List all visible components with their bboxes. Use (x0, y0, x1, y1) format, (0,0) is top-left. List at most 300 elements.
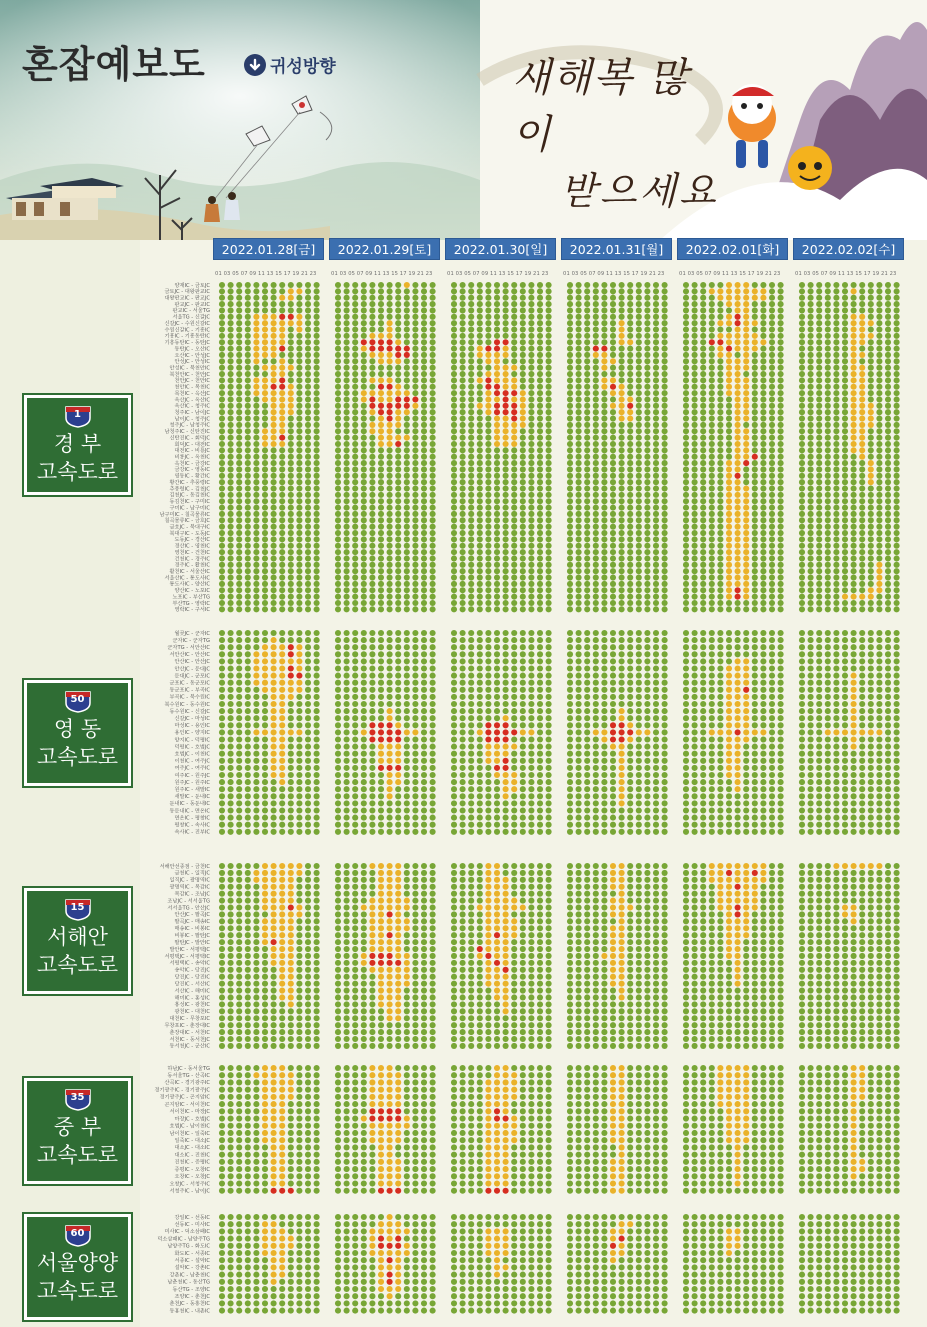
congestion-dot (760, 352, 766, 358)
congestion-dot (601, 581, 607, 587)
congestion-dot (752, 600, 758, 606)
congestion-dot (494, 352, 500, 358)
congestion-dot (387, 288, 393, 294)
congestion-dot (369, 288, 375, 294)
congestion-dot (868, 581, 874, 587)
congestion-dot (653, 447, 659, 453)
hour-tick-label: 19 (640, 271, 648, 277)
congestion-dot (816, 301, 822, 307)
congestion-dot (430, 505, 436, 511)
congestion-dot (262, 630, 268, 636)
congestion-dot (528, 352, 534, 358)
congestion-dot (683, 524, 689, 530)
congestion-dot (460, 562, 466, 568)
congestion-dot (271, 409, 277, 415)
congestion-dot (305, 390, 311, 396)
congestion-dot (653, 485, 659, 491)
congestion-dot (279, 511, 285, 517)
congestion-dot (378, 396, 384, 402)
congestion-dot (503, 562, 509, 568)
congestion-dot (876, 536, 882, 542)
congestion-dot (709, 568, 715, 574)
congestion-dot (253, 282, 259, 288)
congestion-dot (743, 409, 749, 415)
congestion-dot (262, 568, 268, 574)
congestion-dot (778, 422, 784, 428)
congestion-dot (601, 428, 607, 434)
congestion-dot (412, 447, 418, 453)
congestion-dot (778, 606, 784, 612)
congestion-dot (760, 555, 766, 561)
congestion-dot (344, 562, 350, 568)
congestion-dot (576, 485, 582, 491)
congestion-dot (421, 403, 427, 409)
congestion-dot (743, 352, 749, 358)
congestion-dot (404, 543, 410, 549)
congestion-dot (619, 505, 625, 511)
congestion-dot (799, 562, 805, 568)
congestion-dot (752, 606, 758, 612)
congestion-dot (700, 314, 706, 320)
congestion-dot (361, 694, 367, 700)
congestion-dot (662, 352, 668, 358)
congestion-dot (468, 555, 474, 561)
congestion-dot (662, 409, 668, 415)
congestion-dot (601, 307, 607, 313)
congestion-dot (851, 555, 857, 561)
congestion-dot (662, 575, 668, 581)
congestion-dot (288, 606, 294, 612)
congestion-dot (314, 301, 320, 307)
greeting-line-2: 받으세요 (560, 169, 719, 213)
congestion-dot (314, 460, 320, 466)
congestion-dot (816, 454, 822, 460)
congestion-dot (296, 377, 302, 383)
congestion-dot (584, 505, 590, 511)
congestion-dot (601, 715, 607, 721)
segment-label: 남청주IC - 신탄진IC (164, 429, 210, 436)
congestion-dot (528, 673, 534, 679)
congestion-dot (619, 396, 625, 402)
congestion-dot (825, 492, 831, 498)
congestion-dot (894, 320, 900, 326)
congestion-dot (778, 473, 784, 479)
congestion-dot (288, 422, 294, 428)
congestion-dot (344, 352, 350, 358)
congestion-dot (619, 377, 625, 383)
congestion-dot (752, 581, 758, 587)
congestion-dot (825, 658, 831, 664)
congestion-dot (335, 460, 341, 466)
congestion-dot (833, 288, 839, 294)
congestion-dot (395, 301, 401, 307)
congestion-dot (468, 651, 474, 657)
congestion-dot (584, 307, 590, 313)
congestion-dot (683, 352, 689, 358)
congestion-dot (378, 687, 384, 693)
congestion-dot (262, 549, 268, 555)
congestion-dot (885, 473, 891, 479)
congestion-dot (636, 416, 642, 422)
congestion-dot (279, 637, 285, 643)
congestion-dot (876, 422, 882, 428)
congestion-dot (305, 549, 311, 555)
congestion-dot (859, 665, 865, 671)
congestion-dot (520, 396, 526, 402)
congestion-dot (494, 390, 500, 396)
congestion-dot (868, 416, 874, 422)
congestion-dot (528, 530, 534, 536)
congestion-dot (619, 651, 625, 657)
congestion-dot (769, 517, 775, 523)
congestion-dot (778, 587, 784, 593)
congestion-dot (717, 543, 723, 549)
segment-label: 금호JC - 북대구IC (169, 524, 210, 531)
congestion-dot (743, 447, 749, 453)
congestion-dot (576, 403, 582, 409)
congestion-dot (876, 416, 882, 422)
congestion-dot (752, 307, 758, 313)
congestion-dot (305, 333, 311, 339)
congestion-dot (709, 594, 715, 600)
congestion-dot (451, 428, 457, 434)
congestion-dot (610, 301, 616, 307)
congestion-dot (662, 295, 668, 301)
congestion-dot (430, 543, 436, 549)
congestion-dot (868, 530, 874, 536)
congestion-dot (601, 673, 607, 679)
congestion-dot (894, 517, 900, 523)
congestion-dot (352, 454, 358, 460)
congestion-dot (344, 498, 350, 504)
congestion-dot (726, 606, 732, 612)
congestion-dot (816, 371, 822, 377)
congestion-dot (894, 581, 900, 587)
congestion-dot (219, 403, 225, 409)
congestion-dot (511, 555, 517, 561)
congestion-dot (593, 562, 599, 568)
congestion-dot (528, 339, 534, 345)
congestion-dot (627, 390, 633, 396)
congestion-dot (236, 658, 242, 664)
congestion-dot (778, 447, 784, 453)
congestion-dot (361, 473, 367, 479)
congestion-dot (735, 333, 741, 339)
congestion-dot (760, 517, 766, 523)
congestion-dot (344, 333, 350, 339)
congestion-dot (808, 594, 814, 600)
congestion-dot (653, 722, 659, 728)
congestion-dot (576, 637, 582, 643)
congestion-dot (511, 460, 517, 466)
congestion-dot (344, 358, 350, 364)
congestion-dot (520, 441, 526, 447)
congestion-dot (352, 371, 358, 377)
congestion-dot (662, 517, 668, 523)
congestion-dot (387, 651, 393, 657)
congestion-dot (662, 371, 668, 377)
congestion-dot (430, 581, 436, 587)
congestion-dot (412, 630, 418, 636)
congestion-dot (219, 447, 225, 453)
congestion-dot (477, 460, 483, 466)
congestion-dot (245, 549, 251, 555)
congestion-dot (752, 651, 758, 657)
congestion-dot (305, 460, 311, 466)
congestion-dot (485, 479, 491, 485)
hour-tick-label: 03 (571, 271, 579, 277)
congestion-dot (808, 409, 814, 415)
congestion-dot (567, 543, 573, 549)
congestion-dot (344, 637, 350, 643)
congestion-dot (885, 511, 891, 517)
congestion-dot (816, 687, 822, 693)
congestion-dot (228, 326, 234, 332)
congestion-dot (808, 658, 814, 664)
segment-label: 대전IC - 비룡JC (174, 448, 210, 455)
congestion-dot (808, 333, 814, 339)
congestion-dot (369, 314, 375, 320)
congestion-dot (335, 637, 341, 643)
congestion-dot (451, 371, 457, 377)
congestion-dot (627, 722, 633, 728)
congestion-dot (576, 575, 582, 581)
congestion-dot (288, 505, 294, 511)
congestion-dot (468, 466, 474, 472)
congestion-dot (468, 722, 474, 728)
congestion-dot (683, 530, 689, 536)
congestion-dot (876, 555, 882, 561)
congestion-dot (520, 524, 526, 530)
congestion-dot (717, 473, 723, 479)
congestion-dot (352, 301, 358, 307)
congestion-dot (236, 377, 242, 383)
congestion-dot (726, 454, 732, 460)
congestion-dot (503, 680, 509, 686)
congestion-dot (511, 575, 517, 581)
congestion-dot (344, 555, 350, 561)
congestion-dot (662, 549, 668, 555)
congestion-dot (885, 536, 891, 542)
congestion-dot (717, 479, 723, 485)
congestion-dot (743, 658, 749, 664)
congestion-dot (851, 687, 857, 693)
congestion-dot (361, 314, 367, 320)
congestion-dot (378, 333, 384, 339)
congestion-dot (778, 644, 784, 650)
congestion-dot (361, 581, 367, 587)
congestion-dot (619, 729, 625, 735)
congestion-dot (593, 371, 599, 377)
congestion-dot (885, 568, 891, 574)
congestion-dot (769, 673, 775, 679)
congestion-dot (219, 524, 225, 530)
congestion-dot (752, 365, 758, 371)
congestion-dot (601, 301, 607, 307)
congestion-dot (885, 403, 891, 409)
congestion-dot (236, 390, 242, 396)
congestion-dot (894, 498, 900, 504)
congestion-dot (546, 687, 552, 693)
congestion-dot (236, 680, 242, 686)
congestion-dot (477, 498, 483, 504)
congestion-dot (369, 282, 375, 288)
congestion-dot (859, 729, 865, 735)
congestion-dot (228, 460, 234, 466)
congestion-dot (601, 485, 607, 491)
congestion-dot (253, 536, 259, 542)
congestion-dot (610, 492, 616, 498)
congestion-dot (296, 320, 302, 326)
congestion-dot (868, 288, 874, 294)
congestion-dot (735, 447, 741, 453)
congestion-dot (799, 301, 805, 307)
congestion-dot (288, 701, 294, 707)
congestion-dot (460, 288, 466, 294)
congestion-dot (430, 460, 436, 466)
congestion-dot (460, 665, 466, 671)
congestion-dot (335, 694, 341, 700)
congestion-dot (430, 708, 436, 714)
congestion-dot (378, 562, 384, 568)
congestion-dot (219, 454, 225, 460)
congestion-dot (816, 549, 822, 555)
congestion-dot (314, 314, 320, 320)
congestion-dot (305, 543, 311, 549)
congestion-dot (236, 562, 242, 568)
congestion-dot (288, 384, 294, 390)
congestion-dot (245, 428, 251, 434)
congestion-dot (387, 314, 393, 320)
congestion-dot (460, 441, 466, 447)
congestion-dot (352, 416, 358, 422)
congestion-dot (421, 288, 427, 294)
congestion-dot (619, 581, 625, 587)
congestion-dot (653, 390, 659, 396)
congestion-dot (692, 352, 698, 358)
congestion-dot (369, 326, 375, 332)
congestion-dot (361, 536, 367, 542)
congestion-dot (468, 358, 474, 364)
congestion-dot (404, 377, 410, 383)
segment-label: 북천안IC - 천안JC (169, 371, 210, 378)
congestion-dot (735, 680, 741, 686)
congestion-dot (460, 447, 466, 453)
hour-tick-label: 05 (348, 271, 356, 277)
congestion-dot (567, 326, 573, 332)
congestion-dot (369, 687, 375, 693)
congestion-dot (520, 549, 526, 555)
congestion-dot (430, 524, 436, 530)
congestion-dot (851, 485, 857, 491)
congestion-dot (726, 422, 732, 428)
congestion-dot (816, 651, 822, 657)
congestion-dot (387, 422, 393, 428)
congestion-dot (412, 694, 418, 700)
congestion-dot (279, 555, 285, 561)
congestion-dot (296, 600, 302, 606)
congestion-dot (885, 416, 891, 422)
congestion-dot (653, 371, 659, 377)
congestion-dot (584, 524, 590, 530)
congestion-dot (760, 708, 766, 714)
congestion-dot (584, 673, 590, 679)
congestion-dot (528, 295, 534, 301)
congestion-dot (503, 301, 509, 307)
congestion-dot (627, 447, 633, 453)
congestion-dot (584, 555, 590, 561)
congestion-dot (546, 665, 552, 671)
congestion-dot (709, 687, 715, 693)
congestion-dot (700, 339, 706, 345)
congestion-dot (288, 630, 294, 636)
congestion-dot (833, 673, 839, 679)
congestion-dot (859, 708, 865, 714)
congestion-dot (352, 403, 358, 409)
congestion-dot (288, 644, 294, 650)
congestion-dot (709, 441, 715, 447)
congestion-dot (610, 715, 616, 721)
congestion-dot (636, 441, 642, 447)
congestion-dot (760, 384, 766, 390)
congestion-dot (468, 371, 474, 377)
congestion-dot (644, 549, 650, 555)
congestion-dot (576, 651, 582, 657)
hour-tick-label: 01 (679, 271, 686, 277)
congestion-dot (430, 530, 436, 536)
congestion-dot (314, 555, 320, 561)
congestion-dot (546, 543, 552, 549)
congestion-dot (692, 505, 698, 511)
congestion-dot (314, 326, 320, 332)
congestion-dot (601, 651, 607, 657)
congestion-dot (735, 687, 741, 693)
congestion-dot (709, 403, 715, 409)
congestion-dot (262, 736, 268, 742)
congestion-dot (584, 687, 590, 693)
congestion-dot (859, 492, 865, 498)
congestion-dot (752, 536, 758, 542)
hour-tick-label: 09 (713, 271, 721, 277)
congestion-dot (412, 333, 418, 339)
congestion-dot (692, 314, 698, 320)
congestion-dot (894, 658, 900, 664)
congestion-dot (335, 346, 341, 352)
congestion-dot (253, 333, 259, 339)
congestion-dot (344, 536, 350, 542)
congestion-dot (743, 314, 749, 320)
congestion-dot (387, 435, 393, 441)
congestion-dot (451, 384, 457, 390)
congestion-dot (520, 435, 526, 441)
congestion-dot (279, 390, 285, 396)
congestion-dot (477, 701, 483, 707)
congestion-dot (584, 517, 590, 523)
congestion-dot (503, 282, 509, 288)
congestion-dot (236, 346, 242, 352)
congestion-dot (477, 416, 483, 422)
congestion-dot (395, 333, 401, 339)
congestion-dot (537, 326, 543, 332)
congestion-dot (412, 651, 418, 657)
congestion-dot (404, 390, 410, 396)
congestion-dot (627, 594, 633, 600)
congestion-dot (726, 396, 732, 402)
congestion-dot (361, 498, 367, 504)
congestion-dot (421, 390, 427, 396)
congestion-dot (567, 466, 573, 472)
congestion-dot (361, 403, 367, 409)
